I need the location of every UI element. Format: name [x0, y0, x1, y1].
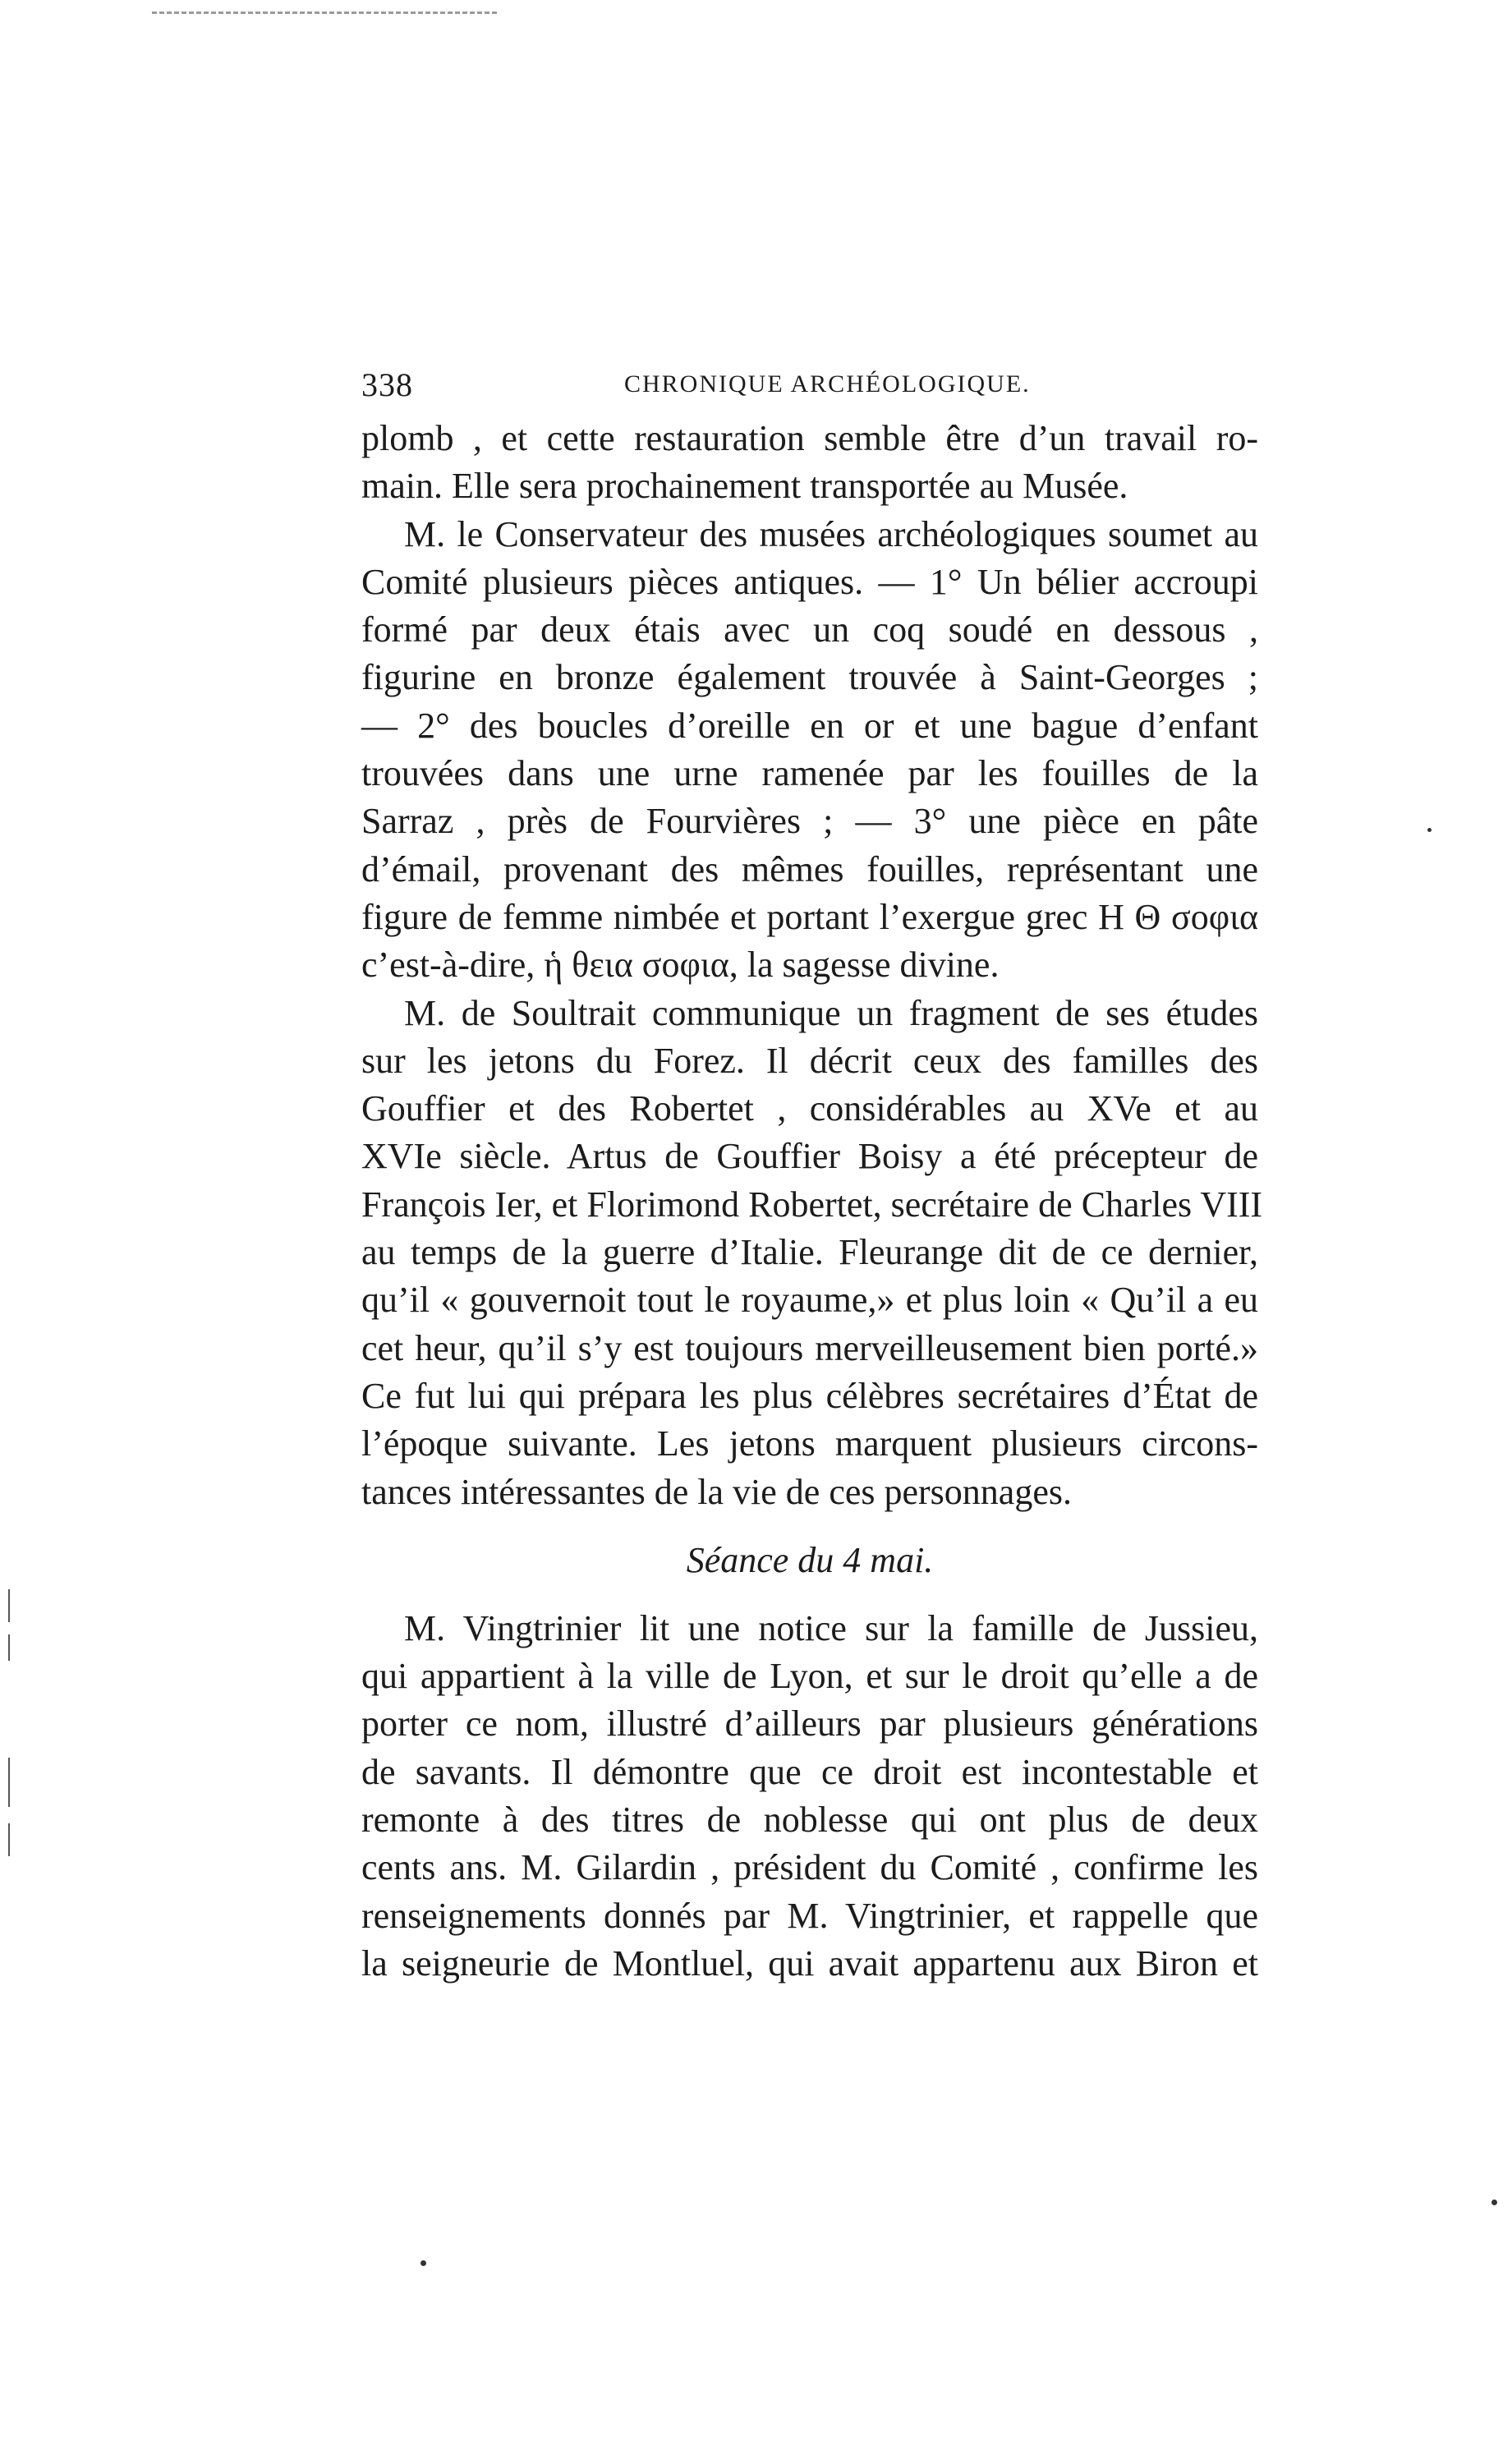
scan-margin-mark: [8, 1589, 10, 1622]
text-line: c’est-à-dire, ἡ θεια σοφια, la sagesse divine.: [361, 945, 1000, 986]
running-title: CHRONIQUE ARCHÉOLOGIQUE.: [624, 370, 1031, 398]
text-line: plomb , et cette restauration semble être d’un travail ro-: [361, 418, 1258, 458]
text-line: XVIe siècle. Artus de Gouffier Boisy a été précepteur de: [361, 1136, 1258, 1177]
text-line: Ce fut lui qui prépara les plus célèbres secrétaires d’État de: [361, 1375, 1258, 1416]
text-line: la seigneurie de Montluel, qui avait appartenu aux Biron et: [361, 1942, 1258, 1984]
scan-margin-mark: [8, 1634, 10, 1661]
text-line: tances intéressantes de la vie de ces personnages.: [361, 1471, 1072, 1512]
text-line: Sarraz , près de Fourvières ; — 3° une pièce en pâte: [361, 801, 1258, 842]
page-number: 338: [361, 366, 413, 403]
text-line: remonte à des titres de noblesse qui ont plus de deux: [361, 1800, 1258, 1841]
text-line: porter ce nom, illustré d’ailleurs par plusieurs générations: [361, 1703, 1258, 1745]
text-line: qui appartient à la ville de Lyon, et sur le droit qu’elle a de: [361, 1656, 1258, 1697]
text-line: M. le Conservateur des musées archéologiques soumet au: [404, 513, 1258, 554]
text-line: main. Elle sera prochainement transportée au Musée.: [361, 466, 1128, 507]
scan-speck: [421, 2260, 426, 2266]
running-header: [361, 365, 1265, 415]
scan-speck: [1427, 828, 1432, 832]
text-line: trouvées dans une urne ramenée par les fouilles de la: [361, 753, 1258, 794]
text-line: qu’il « gouvernoit tout le royaume,» et plus loin « Qu’il a eu: [361, 1280, 1258, 1321]
text-line: — 2° des boucles d’oreille en or et une bague d’enfant: [361, 705, 1258, 746]
text-line: figurine en bronze également trouvée à Saint-Georges ;: [361, 657, 1258, 698]
text-line: Comité plusieurs pièces antiques. — 1° Un bélier accroupi: [361, 561, 1258, 602]
text-line: Gouffier et des Robertet , considérables au XVe et au: [361, 1088, 1258, 1129]
section-heading: Séance du 4 mai.: [686, 1539, 934, 1580]
text-line: d’émail, provenant des mêmes fouilles, représentant une: [361, 848, 1258, 890]
scan-edge-mark: [152, 11, 497, 14]
text-line: François Ier, et Florimond Robertet, secrétaire de Charles VIII: [361, 1184, 1263, 1225]
text-line: cents ans. M. Gilardin , président du Comité , confirme les: [361, 1847, 1258, 1888]
scan-margin-mark: [8, 1823, 10, 1856]
scan-margin-mark: [8, 1758, 10, 1807]
text-line: sur les jetons du Forez. Il décrit ceux des familles des: [361, 1040, 1258, 1081]
text-line: figure de femme nimbée et portant l’exergue grec H Θ σοφια: [361, 896, 1258, 937]
text-line: au temps de la guerre d’Italie. Fleurange dit de ce dernier,: [361, 1232, 1258, 1273]
page-body: [361, 415, 1263, 1988]
text-line: renseignements donnés par M. Vingtrinier, et rappelle que: [361, 1895, 1258, 1936]
text-line: cet heur, qu’il s’y est toujours merveilleusement bien porté.»: [361, 1327, 1258, 1368]
text-line: de savants. Il démontre que ce droit est incontestable et: [361, 1751, 1258, 1792]
text-line: l’époque suivante. Les jetons marquent plusieurs circons-: [361, 1423, 1258, 1464]
scan-speck: [1491, 2200, 1497, 2205]
text-line: M. de Soultrait communique un fragment de ses études: [404, 992, 1258, 1033]
text-line: formé par deux étais avec un coq soudé en dessous ,: [361, 609, 1258, 650]
text-line: M. Vingtrinier lit une notice sur la famille de Jussieu,: [404, 1607, 1258, 1648]
